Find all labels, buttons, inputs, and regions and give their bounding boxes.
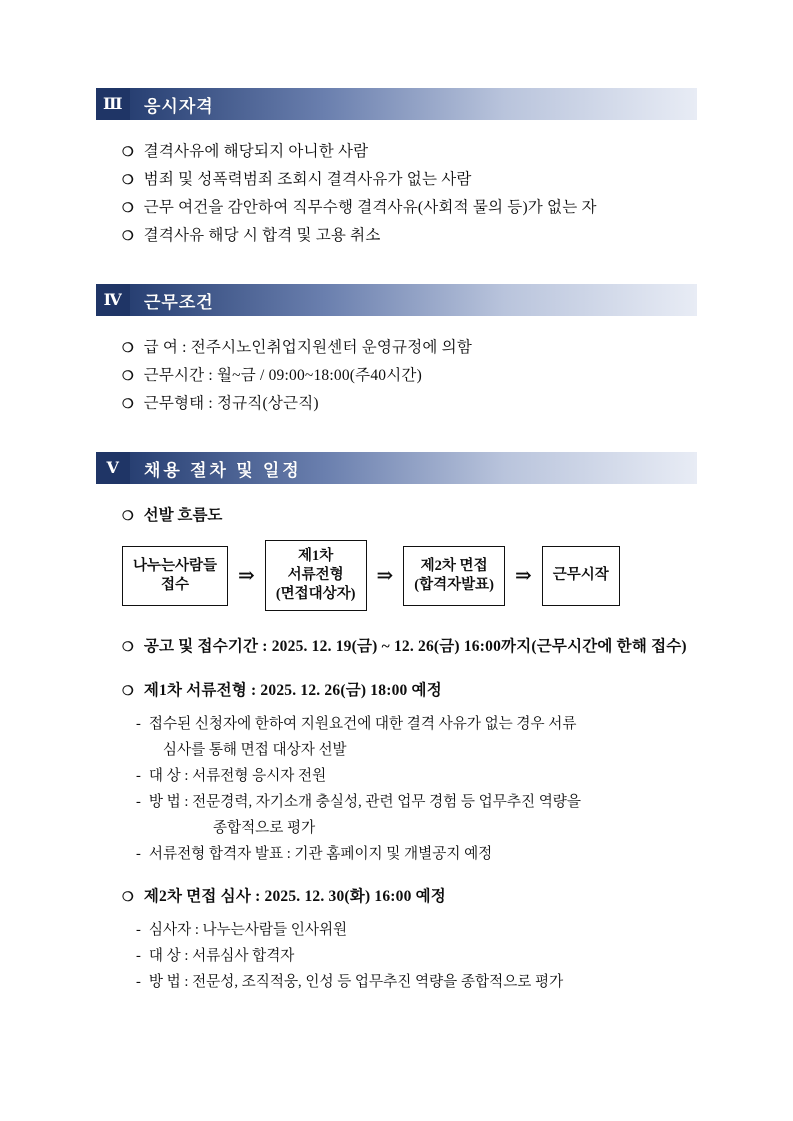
flow-step-1-line-1: 나누는사람들 bbox=[133, 557, 218, 574]
dash-bullet-icon: - bbox=[136, 768, 141, 784]
circle-bullet-icon: ❍ bbox=[122, 508, 134, 523]
flow-arrow-icon: ⇒ bbox=[376, 565, 394, 587]
list-item-body bbox=[149, 917, 697, 943]
flow-step-2-line-3: (면접대상자) bbox=[275, 586, 356, 602]
circle-bullet-icon: ❍ bbox=[122, 889, 134, 904]
section-number-5: Ⅴ bbox=[96, 452, 130, 484]
section-title-3: 응시자격 bbox=[144, 96, 214, 116]
section-header-3 bbox=[96, 88, 697, 120]
notice-period-heading bbox=[122, 633, 697, 661]
list-item-text: 대 상 : 서류심사 합격자 bbox=[148, 948, 295, 964]
list-item bbox=[136, 763, 697, 789]
flow-arrow-icon: ⇒ bbox=[514, 565, 532, 587]
list-item-text: 근무시간 : 월~금 / 09:00~18:00(주40시간) bbox=[143, 367, 422, 384]
list-item-text-cont: 종합적으로 평가 bbox=[212, 820, 316, 836]
dash-bullet-icon: - bbox=[136, 794, 141, 810]
list-item-text: 범죄 및 성폭력범죄 조회시 결격사유가 없는 사람 bbox=[143, 171, 472, 188]
circle-bullet-icon: ❍ bbox=[122, 200, 134, 215]
list-item bbox=[122, 166, 697, 194]
list-item bbox=[122, 362, 697, 390]
list-item-body bbox=[149, 711, 697, 763]
dash-bullet-icon: - bbox=[136, 716, 141, 732]
flow-step-4-line-1: 근무시작 bbox=[552, 567, 609, 583]
step1-detail-list bbox=[136, 711, 697, 867]
section-title-4: 근무조건 bbox=[144, 292, 214, 312]
list-item bbox=[122, 194, 697, 222]
flow-step-2 bbox=[265, 540, 367, 611]
flow-diagram-heading-text: 선발 흐름도 bbox=[143, 507, 223, 524]
dash-bullet-icon: - bbox=[136, 846, 141, 862]
list-item-body bbox=[149, 789, 697, 841]
list-item bbox=[122, 334, 697, 362]
flow-step-1-line-2: 접수 bbox=[161, 576, 190, 593]
circle-bullet-icon: ❍ bbox=[122, 172, 134, 187]
list-item-text: 심사자 : 나누는사람들 인사위원 bbox=[148, 922, 348, 938]
section-header-5 bbox=[96, 452, 697, 484]
list-item bbox=[136, 969, 697, 995]
flow-step-2-line-2: 서류전형 bbox=[287, 567, 344, 583]
flow-step-3-line-1: 제2차 면접 bbox=[420, 557, 488, 574]
list-item-body bbox=[149, 943, 697, 969]
flow-step-4 bbox=[542, 546, 620, 606]
step2-heading bbox=[122, 883, 697, 911]
circle-bullet-icon: ❍ bbox=[122, 228, 134, 243]
list-item bbox=[136, 917, 697, 943]
list-item bbox=[122, 390, 697, 418]
flow-step-2-line-1: 제1차 bbox=[298, 548, 334, 564]
circle-bullet-icon: ❍ bbox=[122, 368, 134, 383]
section-title-5: 채용 절차 및 일정 bbox=[144, 460, 302, 480]
circle-bullet-icon: ❍ bbox=[122, 340, 134, 355]
list-item-text: 방 법 : 전문경력, 자기소개 충실성, 관련 업무 경험 등 업무추진 역량을 bbox=[148, 794, 581, 810]
dash-bullet-icon: - bbox=[136, 922, 141, 938]
list-item-body bbox=[149, 763, 697, 789]
circle-bullet-icon: ❍ bbox=[122, 396, 134, 411]
step1-heading-text: 제1차 서류전형 : 2025. 12. 26(금) 18:00 예정 bbox=[143, 682, 442, 699]
list-item bbox=[136, 789, 697, 841]
section-number-3: Ⅲ bbox=[96, 88, 130, 120]
qualification-list bbox=[96, 138, 697, 250]
list-item-text: 근무 여건을 감안하여 직무수행 결격사유(사회적 물의 등)가 없는 자 bbox=[143, 199, 597, 216]
circle-bullet-icon: ❍ bbox=[122, 639, 134, 654]
dash-bullet-icon: - bbox=[136, 948, 141, 964]
circle-bullet-icon: ❍ bbox=[122, 144, 134, 159]
section-number-4: Ⅳ bbox=[96, 284, 130, 316]
list-item bbox=[136, 711, 697, 763]
flow-step-3 bbox=[403, 546, 505, 606]
circle-bullet-icon: ❍ bbox=[122, 683, 134, 698]
work-condition-list bbox=[96, 334, 697, 418]
flow-arrow-icon: ⇒ bbox=[238, 565, 255, 587]
list-item-text-cont: 심사를 통해 면접 대상자 선발 bbox=[162, 742, 347, 758]
step2-heading-text: 제2차 면접 심사 : 2025. 12. 30(화) 16:00 예정 bbox=[143, 888, 446, 905]
list-item-text: 결격사유 해당 시 합격 및 고용 취소 bbox=[143, 227, 381, 244]
section-header-4 bbox=[96, 284, 697, 316]
list-item bbox=[136, 943, 697, 969]
list-item-text: 접수된 신청자에 한하여 지원요건에 대한 결격 사유가 없는 경우 서류 bbox=[148, 716, 577, 732]
flow-diagram-heading bbox=[122, 502, 697, 530]
selection-flow-diagram bbox=[122, 540, 697, 611]
step1-heading bbox=[122, 677, 697, 705]
notice-period-text: 공고 및 접수기간 : 2025. 12. 19(금) ~ 12. 26(금) 16:00까지(근무시간에 한해 접수) bbox=[143, 638, 687, 655]
list-item-text: 근무형태 : 정규직(상근직) bbox=[143, 395, 319, 412]
flow-step-3-line-2: (합격자발표) bbox=[414, 576, 494, 593]
list-item bbox=[122, 138, 697, 166]
flow-step-1 bbox=[122, 546, 228, 606]
list-item-text: 서류전형 합격자 발표 : 기관 홈페이지 및 개별공지 예정 bbox=[148, 846, 493, 862]
step2-detail-list bbox=[136, 917, 697, 995]
list-item bbox=[122, 222, 697, 250]
list-item-text: 방 법 : 전문성, 조직적웅, 인성 등 업무추진 역량을 종합적으로 평가 bbox=[148, 974, 564, 990]
list-item-body bbox=[149, 969, 697, 995]
list-item-text: 대 상 : 서류전형 응시자 전원 bbox=[148, 768, 327, 784]
list-item-text: 급 여 : 전주시노인취업지원센터 운영규정에 의함 bbox=[143, 339, 472, 356]
list-item-body bbox=[149, 841, 697, 867]
list-item bbox=[136, 841, 697, 867]
list-item-text: 결격사유에 해당되지 아니한 사람 bbox=[143, 143, 369, 160]
dash-bullet-icon: - bbox=[136, 974, 141, 990]
